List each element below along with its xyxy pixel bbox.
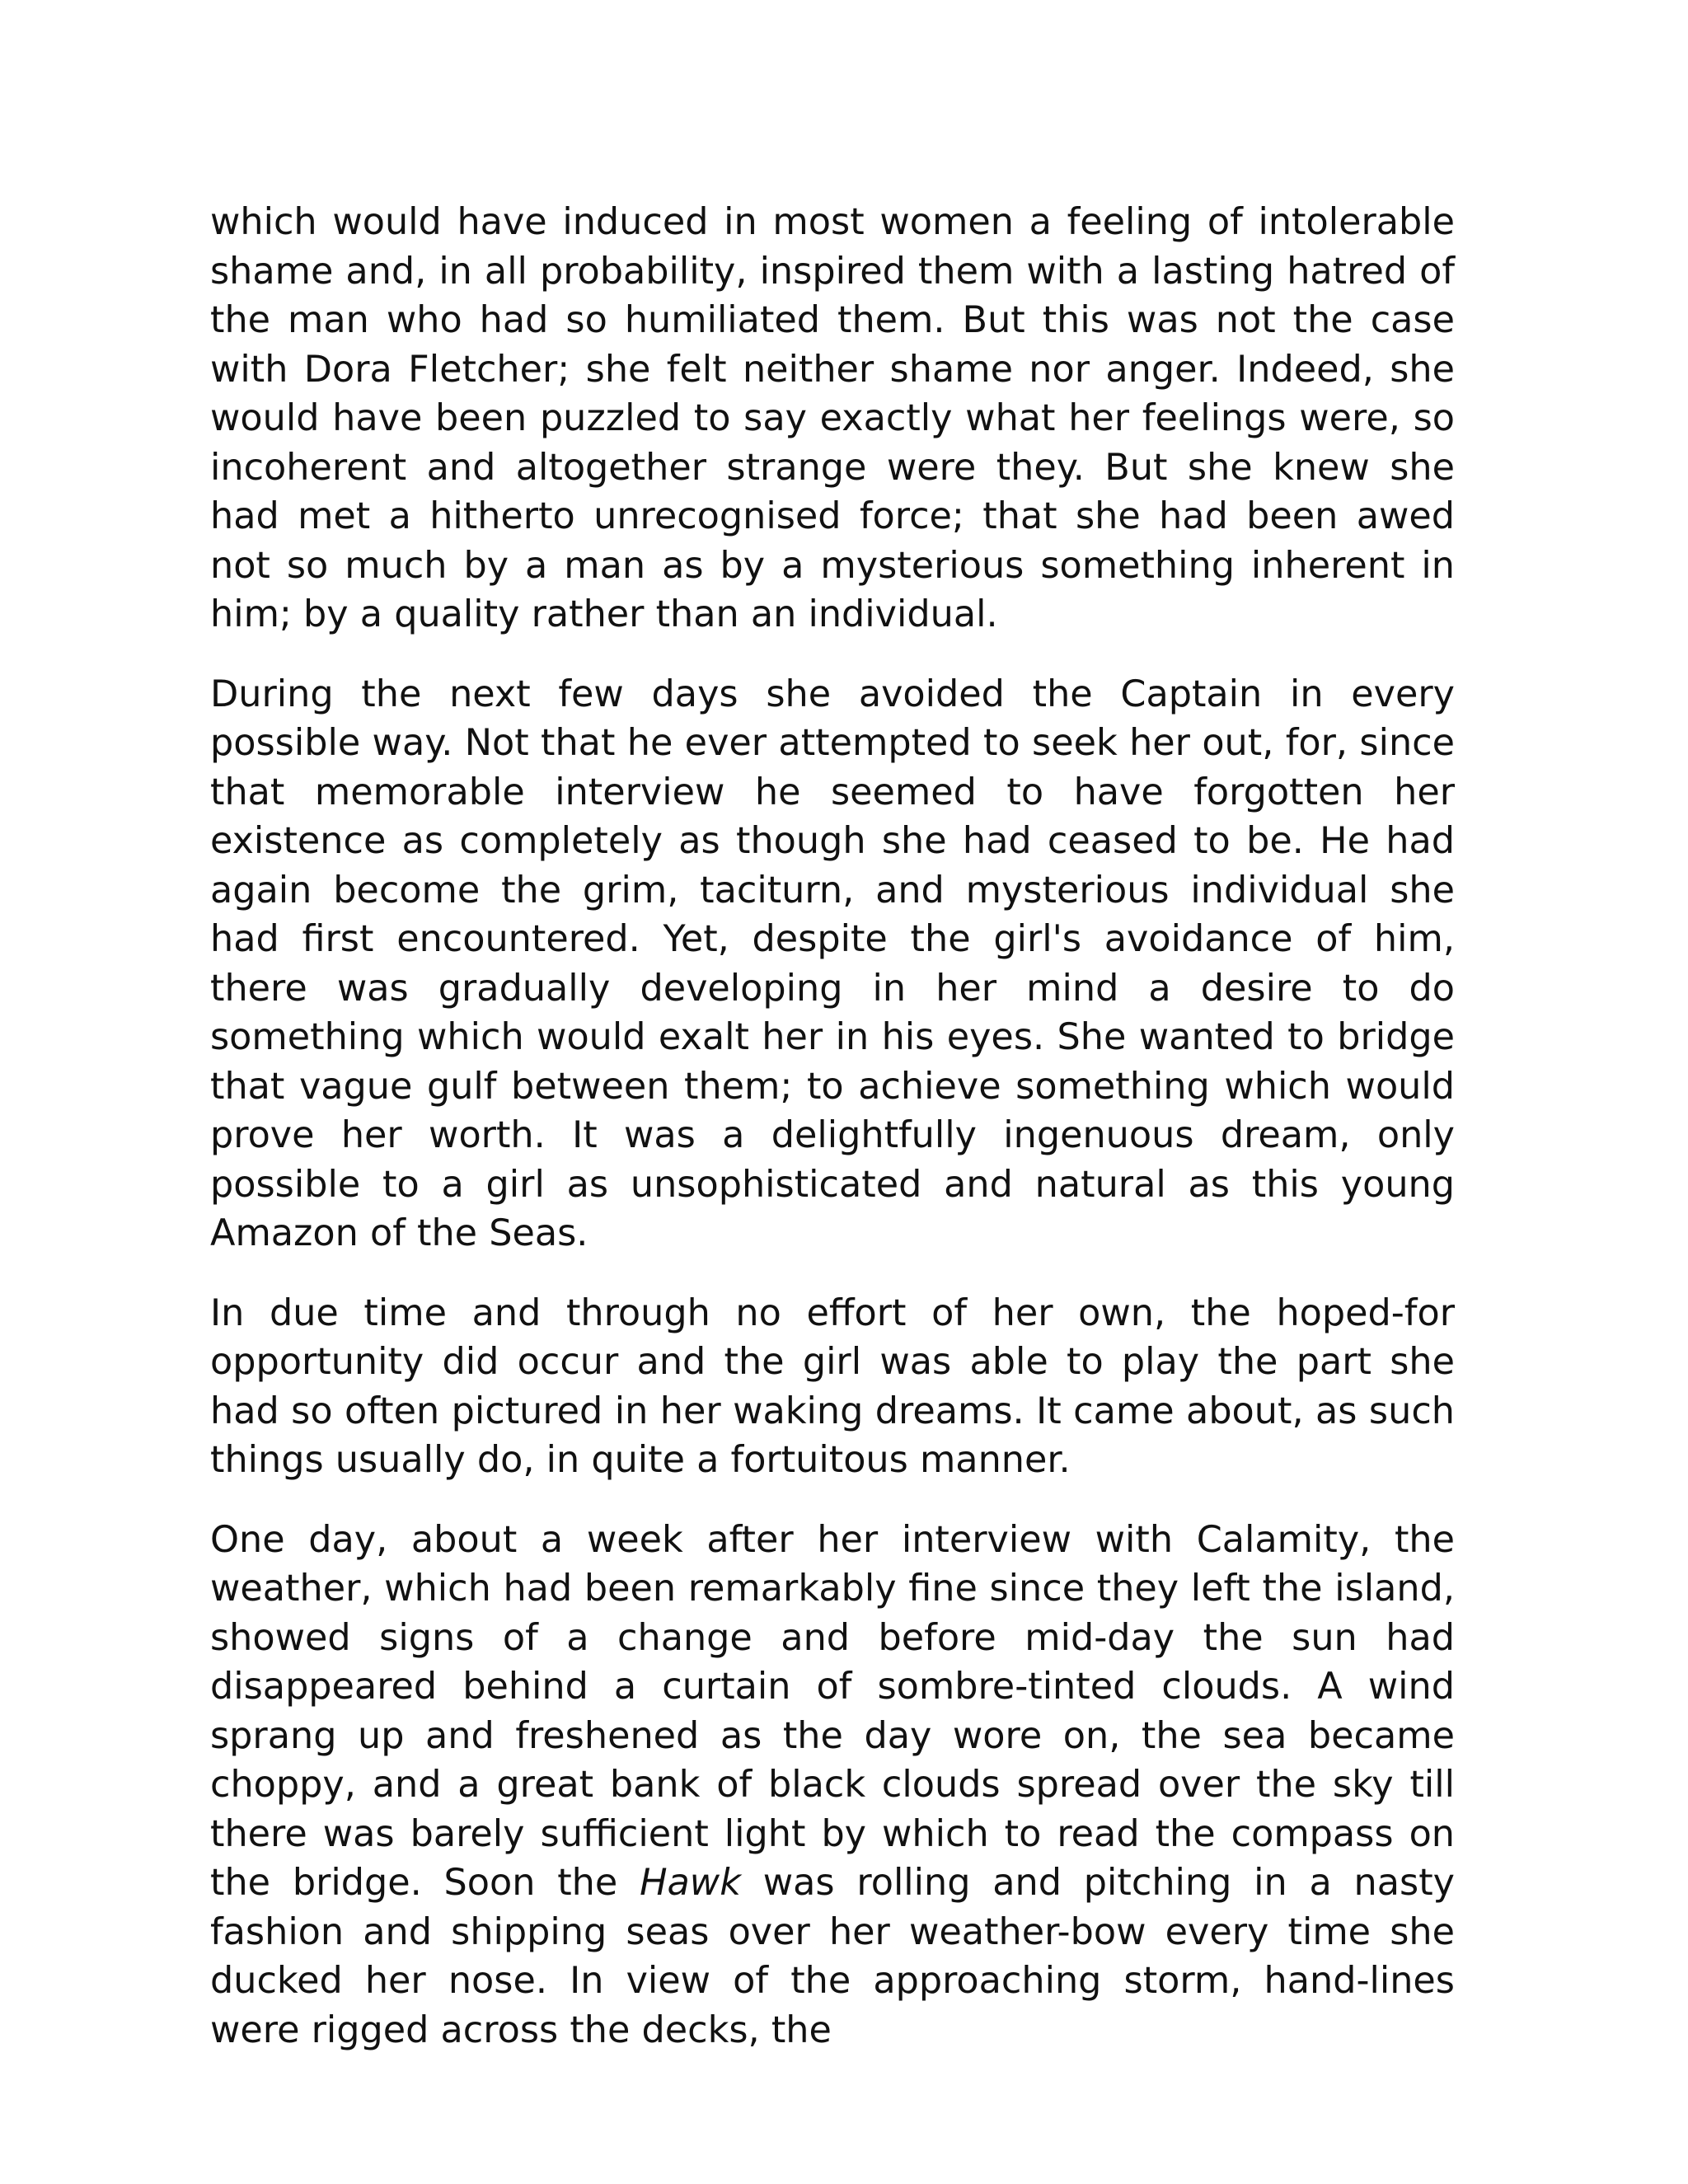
paragraph-4-text-after: was rolling and pitching in a nasty fashion and shipping seas over her weather-bow every time she ducked her nose. In view of the approaching storm, hand-lines were rigged across the decks, the — [210, 1862, 1455, 2051]
paragraph-4 — [210, 1516, 1455, 2055]
paragraph-3: In due time and through no effort of her own, the hoped-for opportunity did occur and the girl was able to play the part she had so often pictured in her waking dreams. It came about, as such things usually do, in quite a fortuitous manner. — [210, 1291, 1455, 1481]
ship-name-italic: Hawk — [640, 1862, 741, 1904]
paragraph-1: which would have induced in most women a feeling of intolerable shame and, in all probability, inspired them with a lasting hatred of the man who had so humiliated them. But this was not the case with Dora Fletcher; she felt neither shame nor anger. Indeed, she would have been puzzled to say exactly what her feelings were, so incoherent and altogether strange were they. But she knew she had met a hitherto unrecognised force; that she had been awed not so much by a man as by a mysterious something inherent in him; by a quality rather than an individual. — [210, 201, 1455, 635]
paragraph-2: During the next few days she avoided the Captain in every possible way. Not that he ever attempted to seek her out, for, since that memorable interview he seemed to have forgotten her existence as completely as though she had ceased to be. He had again become the grim, taciturn, and mysterious individual she had first encountered. Yet, despite the girl's avoidance of him, there was gradually developing in her mind a desire to do something which would exalt her in his eyes. She wanted to bridge that vague gulf between them; to achieve something which would prove her worth. It was a delightfully ingenuous dream, only possible to a girl as unsophisticated and natural as this young Amazon of the Seas. — [210, 673, 1455, 1254]
paragraph-4-text-before: One day, about a week after her interview with Calamity, the weather, which had been remarkably fine since they left the island, showed signs of a change and before mid-day the sun had disappeared behind a curtain of sombre-tinted clouds. A wind sprang up and freshened as the day wore on, the sea became choppy, and a great bank of black clouds spread over the sky till there was barely sufficient light by which to read the compass on the bridge. Soon the — [210, 1518, 1455, 1904]
page-body — [210, 198, 1455, 2055]
